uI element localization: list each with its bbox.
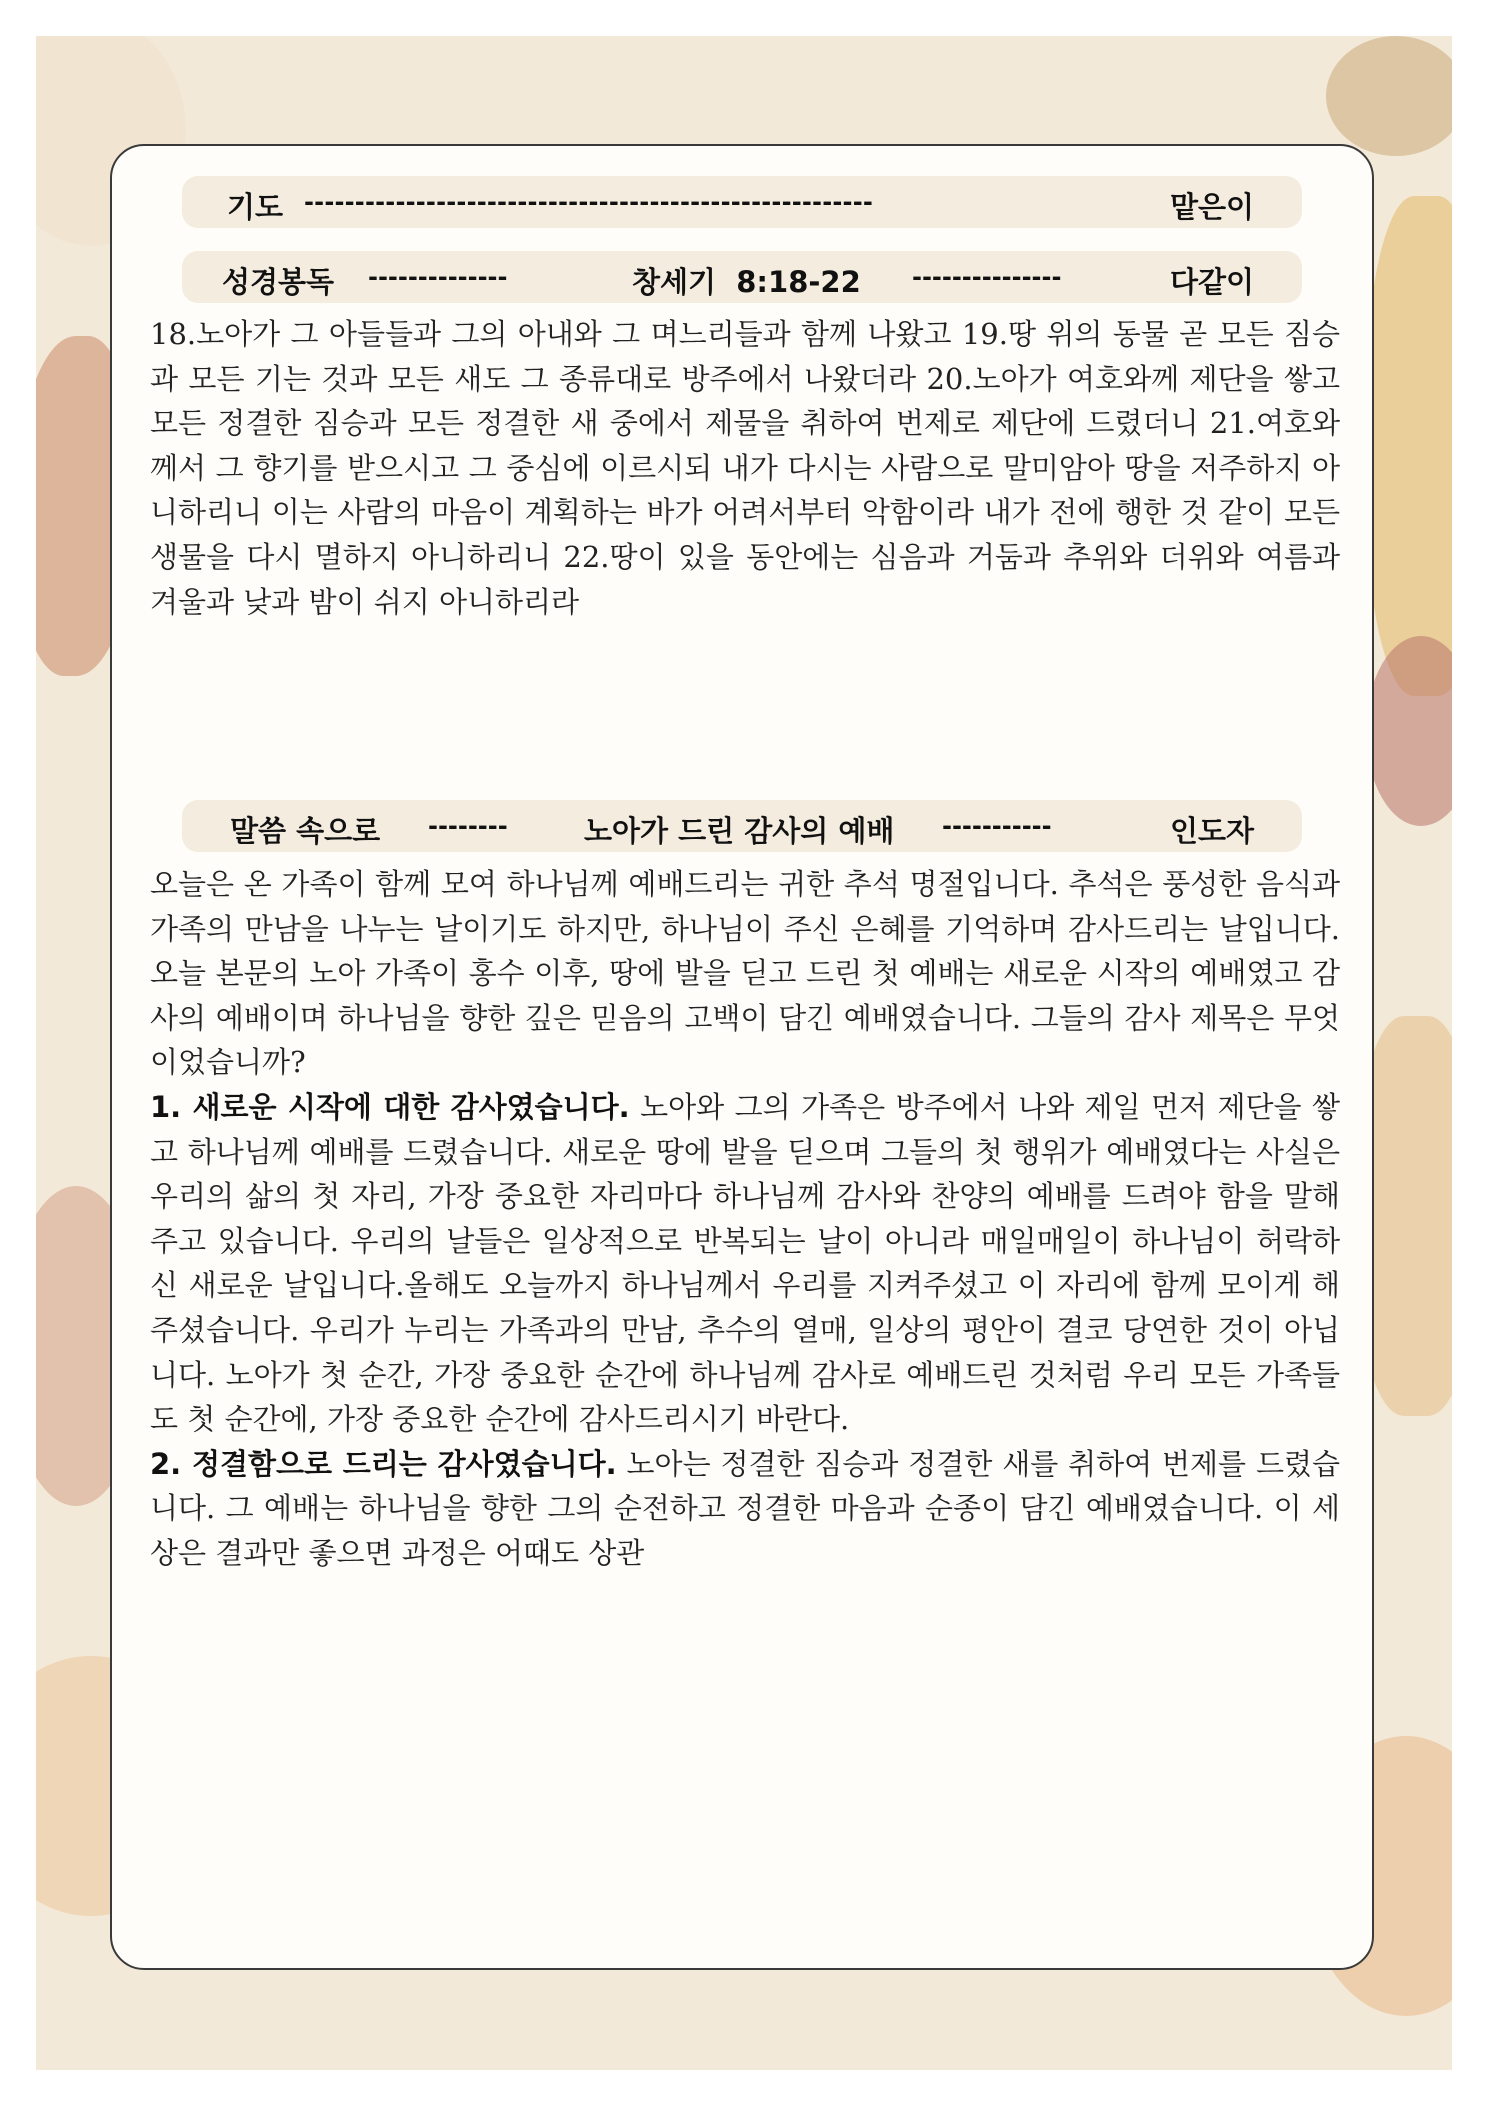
- leaf-illustration: [1366, 636, 1452, 826]
- scripture-text: 18.노아가 그 아들들과 그의 아내와 그 며느리들과 함께 나왔고 19.땅 위의 동물 곧 모든 짐승과 모든 기는 것과 모든 새도 그 종류대로 방주에서 나왔더라 20.노아가 여호와께 제단을 쌓고 모든 정결한 짐승과 모든 정결한 새 중에서 제물을 취하여 번제로 제단에 드렸더니 21.여호와께서 그 향기를 받으시고 그 중심에 이르시되 내가 다시는 사람으로 말미암아 땅을 저주하지 아니하리니 이는 사람의 마음이 계획하는 바가 어려서부터 악함이라 내가 전에 행한 것 같이 모든 생물을 다시 멸하지 아니하리니 22.땅이 있을 동안에는 심음과 거둠과 추위와 더위와 여름과 겨울과 낮과 밤이 쉬지 아니하리라: [150, 317, 1340, 619]
- sermon-leader: 인도자: [1169, 814, 1254, 848]
- prayer-dashes: --------------------------------------------------------: [304, 188, 874, 216]
- point-1-heading: 1. 새로운 시작에 대한 감사였습니다.: [150, 1089, 630, 1124]
- point-2: [150, 1442, 1340, 1576]
- scripture-label: 성경봉독: [222, 265, 335, 299]
- autumn-leaves-illustration: [1366, 196, 1452, 696]
- scripture-dashes-right: ---------------: [912, 263, 1062, 291]
- sermon-dashes-left: --------: [428, 812, 508, 840]
- point-2-heading: 2. 정결함으로 드리는 감사였습니다.: [150, 1446, 617, 1481]
- scripture-bar: [182, 251, 1302, 303]
- sermon-dashes-right: -----------: [942, 812, 1052, 840]
- sermon-intro: 오늘은 온 가족이 함께 모여 하나님께 예배드리는 귀한 추석 명절입니다. 추석은 풍성한 음식과 가족의 만남을 나누는 날이기도 하지만, 하나님이 주신 은혜를 기억하며 감사드리는 날입니다. 오늘 본문의 노아 가족이 홍수 이후, 땅에 발을 딛고 드린 첫 예배는 새로운 시작의 예배였고 감사의 예배이며 하나님을 향한 깊은 믿음의 고백이 담긴 예배였습니다. 그들의 감사 제목은 무엇이었습니까?: [150, 867, 1340, 1080]
- sermon-bar: [182, 800, 1302, 852]
- point-2-text: 노아는 정결한 짐승과 정결한 새를 취하여 번제를 드렸습니다. 그 예배는 하나님을 향한 그의 순전하고 정결한 마음과 순종이 담긴 예배였습니다. 이 세상은 결과만 좋으면 과정은 어때도 상관: [150, 1446, 1340, 1570]
- prayer-label: 기도: [227, 190, 284, 224]
- point-1-text: 노아와 그의 가족은 방주에서 나와 제일 먼저 제단을 쌓고 하나님께 예배를 드렸습니다. 새로운 땅에 발을 딛으며 그들의 첫 행위가 예배였다는 사실은 우리의 삶의 첫 자리, 가장 중요한 자리마다 하나님께 감사와 찬양의 예배를 드려야 함을 말해주고 있습니다. 우리의 날들은 일상적으로 반복되는 날이 아니라 매일매일이 하나님이 허락하신 새로운 날입니다.올해도 오늘까지 하나님께서 우리를 지켜주셨고 이 자리에 함께 모이게 해 주셨습니다. 우리가 누리는 가족과의 만남, 추수의 열매, 일상의 평안이 결코 당연한 것이 아닙니다. 노아가 첫 순간, 가장 중요한 순간에 하나님께 감사로 예배드린 것처럼 우리 모든 가족들도 첫 순간에, 가장 중요한 순간에 감사드리시기 바란다.: [150, 1089, 1340, 1437]
- bulletin-card: [110, 144, 1374, 1970]
- scripture-reference: 창세기 8:18-22: [632, 265, 861, 299]
- prayer-leader: 맡은이: [1169, 190, 1254, 224]
- sermon-body: [150, 862, 1340, 1576]
- page-background: [36, 36, 1452, 2070]
- scripture-leader: 다같이: [1169, 265, 1254, 299]
- sermon-title: 노아가 드린 감사의 예배: [584, 814, 895, 848]
- point-1: [150, 1085, 1340, 1442]
- sermon-label: 말씀 속으로: [230, 814, 381, 848]
- acorn-illustration: [1326, 36, 1452, 156]
- prayer-bar: [182, 176, 1302, 228]
- scripture-dashes-left: --------------: [368, 263, 508, 291]
